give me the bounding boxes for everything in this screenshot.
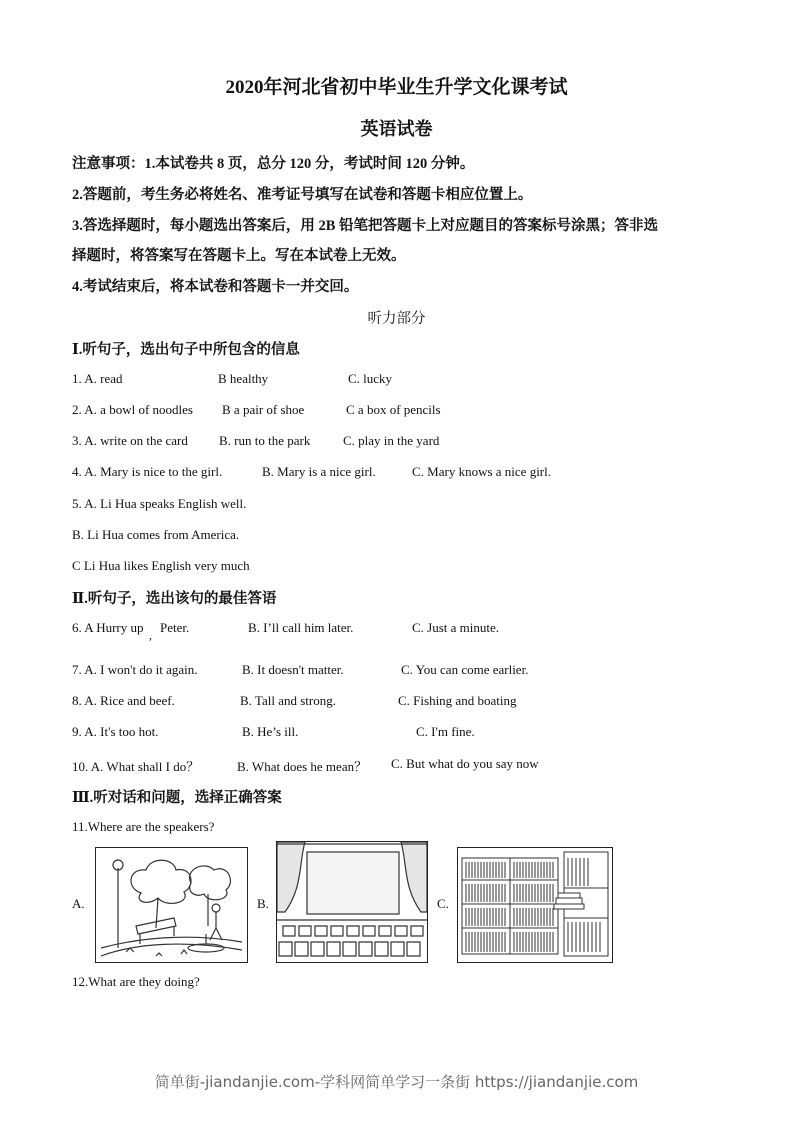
- section-3-heading: Ⅲ.听对话和问题，选择正确答案: [72, 790, 282, 806]
- q7-option-b: B. It doesn't matter.: [242, 662, 344, 677]
- q12-question: 12.What are they doing?: [72, 974, 200, 989]
- q10-option-b: B. What does he mean？: [237, 759, 368, 774]
- park-illustration-icon: [96, 848, 247, 962]
- q6-option-a-name: Peter.: [160, 620, 190, 635]
- q6-option-a: 6. A Hurry up: [72, 620, 144, 635]
- q2-option-c: C a box of pencils: [346, 402, 441, 417]
- q9-option-a: 9. A. It's too hot.: [72, 724, 159, 739]
- q3-option-c: C. play in the yard: [343, 433, 440, 448]
- q3-option-a: 3. A. write on the card: [72, 433, 188, 448]
- section-2-heading: Ⅱ.听句子，选出该句的最佳答语: [72, 591, 277, 607]
- q4-option-c: C. Mary knows a nice girl.: [412, 464, 552, 479]
- q5-option-c: C Li Hua likes English very much: [72, 558, 250, 573]
- q11-option-b-label: B.: [257, 896, 269, 911]
- q11-option-a-label: A.: [72, 896, 85, 911]
- q4-option-b: B. Mary is a nice girl.: [262, 464, 376, 479]
- q7-option-a: 7. A. I won't do it again.: [72, 662, 198, 677]
- q4-option-a: 4. A. Mary is nice to the girl.: [72, 464, 223, 479]
- library-picture: [457, 847, 613, 963]
- q7-option-c: C. You can come earlier.: [401, 662, 529, 677]
- q10-option-c: C. But what do you say now: [391, 756, 539, 771]
- q6-option-c: C. Just a minute.: [412, 620, 500, 635]
- q1-option-b: B healthy: [218, 371, 269, 386]
- footer-watermark: 简单街-jiandanjie.com-学科网简单学习一条街 https://jiandanjie.com: [154, 1073, 639, 1091]
- q5-option-a: 5. A. Li Hua speaks English well.: [72, 496, 247, 511]
- cinema-picture: [276, 841, 428, 963]
- library-illustration-icon: [458, 848, 612, 962]
- q8-option-a: 8. A. Rice and beef.: [72, 693, 175, 708]
- q9-option-c: C. I'm fine.: [416, 724, 475, 739]
- q9-option-b: B. He’s ill.: [242, 724, 299, 739]
- note-line-2: 2.答题前，考生务必将姓名、准考证号填写在试卷和答题卡相应位置上。: [72, 187, 533, 203]
- q2-option-a: 2. A. a bowl of noodles: [72, 402, 193, 417]
- q8-option-b: B. Tall and strong.: [240, 693, 336, 708]
- note-line-3: 3.答选择题时，每小题选出答案后，用 2B 铅笔把答题卡上对应题目的答案标号涂黑；答非选: [72, 218, 659, 234]
- q1-option-c: C. lucky: [348, 371, 393, 386]
- q8-option-c: C. Fishing and boating: [398, 693, 517, 708]
- exam-subtitle: 英语试卷: [360, 119, 433, 139]
- cinema-illustration-icon: [277, 842, 427, 962]
- q2-option-b: B a pair of shoe: [222, 402, 305, 417]
- q3-option-b: B. run to the park: [219, 433, 311, 448]
- park-picture: [95, 847, 248, 963]
- q1-option-a: 1. A. read: [72, 371, 123, 386]
- q6-comma: ,: [149, 628, 152, 642]
- q11-question: 11.Where are the speakers?: [72, 819, 215, 834]
- note-line-5: 4.考试结束后，将本试卷和答题卡一并交回。: [72, 279, 359, 295]
- q5-option-b: B. Li Hua comes from America.: [72, 527, 240, 542]
- note-line-4: 择题时，将答案写在答题卡上。写在本试卷上无效。: [72, 248, 406, 264]
- q11-option-c-label: C.: [437, 896, 449, 911]
- q10-option-a: 10. A. What shall I do？: [72, 759, 200, 774]
- q6-option-b: B. I’ll call him later.: [248, 620, 354, 635]
- listening-heading: 听力部分: [367, 311, 426, 327]
- section-1-heading: Ⅰ.听句子，选出句子中所包含的信息: [72, 342, 300, 358]
- exam-title: 2020年河北省初中毕业生升学文化课考试: [225, 77, 568, 98]
- note-line-1: 注意事项：1.本试卷共 8 页，总分 120 分，考试时间 120 分钟。: [72, 156, 475, 172]
